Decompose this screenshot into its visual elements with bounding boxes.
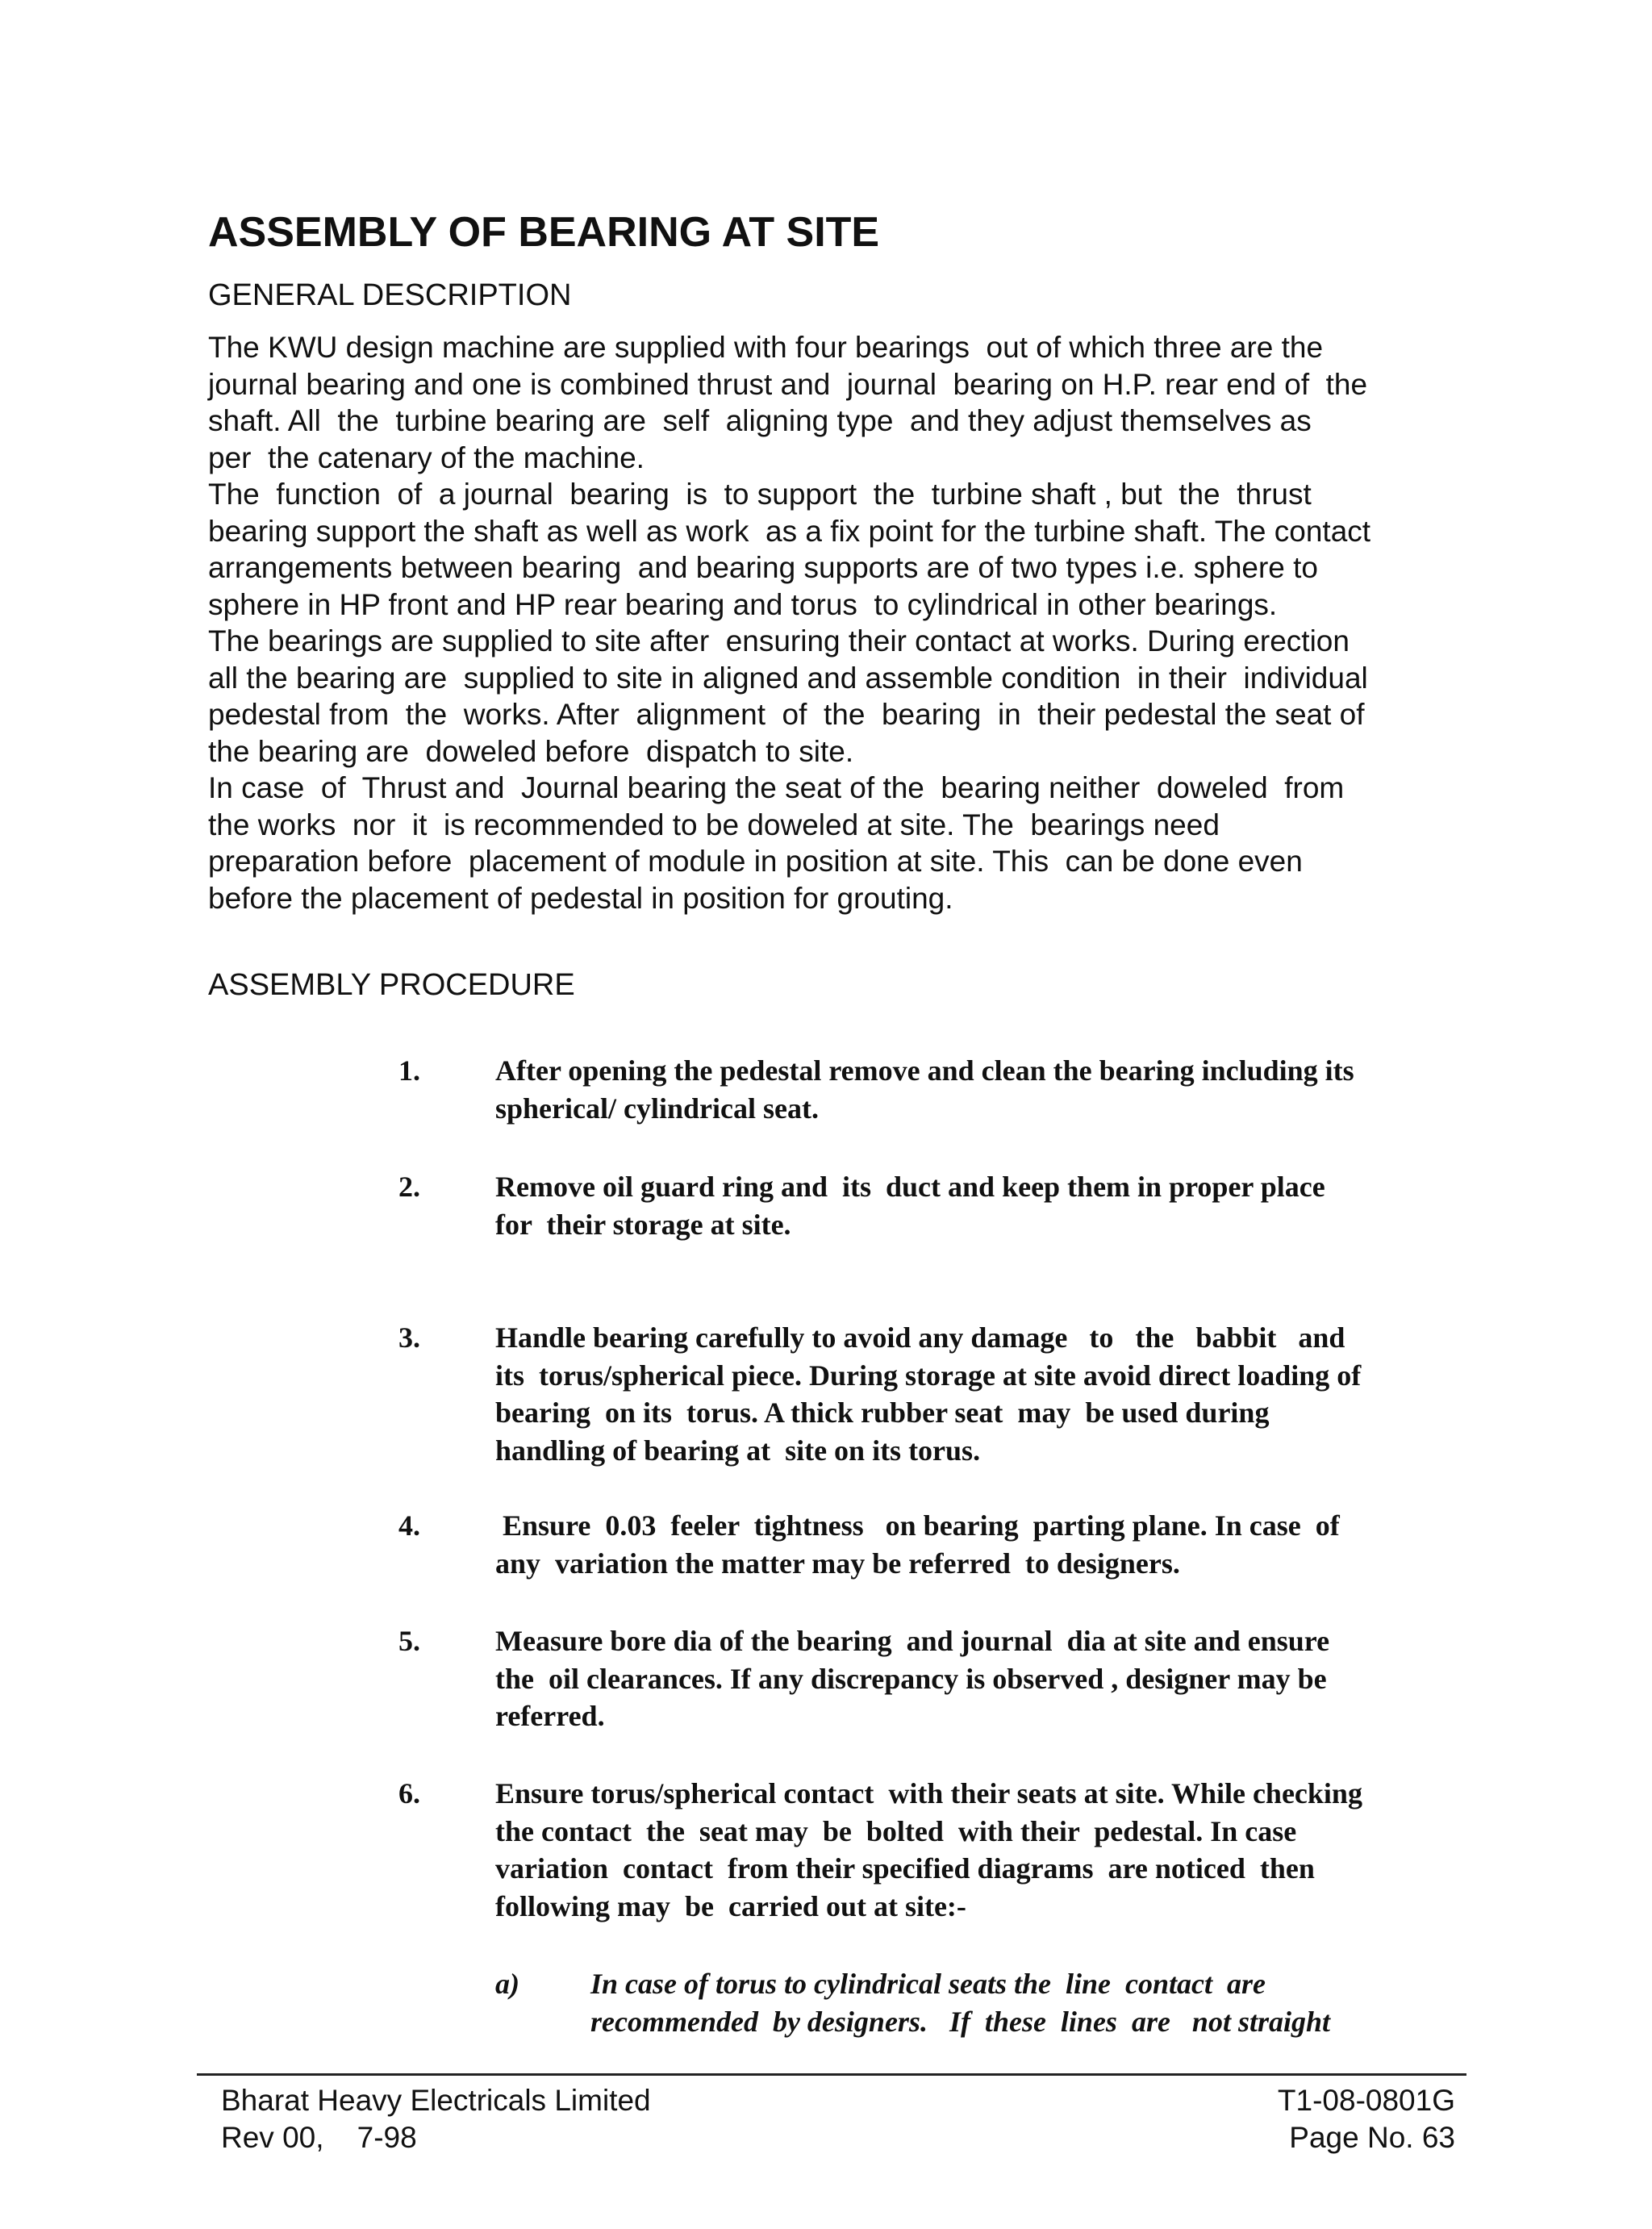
step-line: Handle bearing carefully to avoid any damage to the babbit and bbox=[495, 1321, 1345, 1354]
page-title: ASSEMBLY OF BEARING AT SITE bbox=[208, 209, 880, 256]
body-line: bearing support the shaft as well as work as a fix point for the turbine shaft. The contact bbox=[208, 514, 1371, 548]
sub-step-text bbox=[590, 1965, 1330, 2040]
footer-company: Bharat Heavy Electricals Limited bbox=[221, 2084, 651, 2117]
step-line: Measure bore dia of the bearing and journal dia at site and ensure bbox=[495, 1625, 1330, 1657]
body-line: journal bearing and one is combined thrust and journal bearing on H.P. rear end of the bbox=[208, 367, 1368, 401]
step-line: the contact the seat may be bolted with their pedestal. In case bbox=[495, 1814, 1297, 1847]
step-text bbox=[495, 1052, 1479, 1127]
step-text bbox=[495, 1319, 1479, 1469]
footer-page-number: Page No. 63 bbox=[1289, 2121, 1455, 2154]
step-line: referred. bbox=[495, 1700, 605, 1732]
footer-revision: Rev 00, 7-98 bbox=[221, 2121, 417, 2154]
body-line: shaft. All the turbine bearing are self aligning type and they adjust themselves as bbox=[208, 404, 1312, 437]
body-line: sphere in HP front and HP rear bearing and torus to cylindrical in other bearings. bbox=[208, 587, 1278, 621]
body-line: In case of Thrust and Journal bearing the seat of the bearing neither doweled from bbox=[208, 771, 1345, 804]
step-line: Remove oil guard ring and its duct and keep them in proper place bbox=[495, 1171, 1325, 1203]
step-number: 5. bbox=[398, 1625, 420, 1657]
general-description-heading: GENERAL DESCRIPTION bbox=[208, 278, 572, 312]
body-line: the bearing are doweled before dispatch to site. bbox=[208, 734, 854, 768]
step-number: 3. bbox=[398, 1321, 420, 1354]
step-text bbox=[495, 1507, 1479, 1582]
step-text bbox=[495, 1168, 1479, 1243]
body-line: before the placement of pedestal in position for grouting. bbox=[208, 881, 953, 915]
step-number: 6. bbox=[398, 1777, 420, 1809]
step-line: any variation the matter may be referred to designers. bbox=[495, 1547, 1180, 1580]
body-line: The bearings are supplied to site after ensuring their contact at works. During erection bbox=[208, 624, 1350, 657]
step-line: bearing on its torus. A thick rubber seat may be used during bbox=[495, 1396, 1270, 1429]
body-line: pedestal from the works. After alignment of the bearing in their pedestal the seat of bbox=[208, 698, 1365, 731]
body-line: arrangements between bearing and bearing supports are of two types i.e. sphere to bbox=[208, 551, 1319, 584]
sub-step-line: In case of torus to cylindrical seats the line contact are bbox=[590, 1968, 1266, 2000]
step-line: Ensure 0.03 feeler tightness on bearing parting plane. In case of bbox=[495, 1509, 1340, 1542]
step-number: 1. bbox=[398, 1054, 420, 1087]
body-line: The function of a journal bearing is to support the turbine shaft , but the thrust bbox=[208, 478, 1312, 511]
step-line: After opening the pedestal remove and clean the bearing including its bbox=[495, 1054, 1354, 1087]
step-line: the oil clearances. If any discrepancy is observed , designer may be bbox=[495, 1662, 1327, 1695]
footer-doc-number: T1-08-0801G bbox=[1277, 2084, 1455, 2117]
step-line: Ensure torus/spherical contact with their seats at site. While checking bbox=[495, 1777, 1362, 1809]
step-text bbox=[495, 1622, 1479, 1735]
sub-step-line: recommended by designers. If these lines are not straight bbox=[590, 2005, 1330, 2038]
step-line: variation contact from their specified diagrams are noticed then bbox=[495, 1852, 1315, 1885]
step-number: 4. bbox=[398, 1509, 420, 1542]
step-line: for their storage at site. bbox=[495, 1208, 791, 1241]
step-line: following may be carried out at site:- bbox=[495, 1889, 966, 1922]
step-line: spherical/ cylindrical seat. bbox=[495, 1092, 819, 1125]
body-line: preparation before placement of module in position at site. This can be done even bbox=[208, 845, 1303, 878]
footer-divider bbox=[197, 2073, 1466, 2076]
step-number: 2. bbox=[398, 1171, 420, 1203]
body-line: The KWU design machine are supplied with four bearings out of which three are the bbox=[208, 331, 1324, 364]
sub-step-letter: a) bbox=[495, 1968, 519, 2000]
assembly-procedure-heading: ASSEMBLY PROCEDURE bbox=[208, 968, 575, 1002]
body-line: all the bearing are supplied to site in aligned and assemble condition in their individual bbox=[208, 661, 1368, 695]
step-text bbox=[495, 1775, 1479, 1925]
step-line: its torus/spherical piece. During storage at site avoid direct loading of bbox=[495, 1359, 1362, 1392]
general-description-body bbox=[208, 329, 1466, 916]
body-line: per the catenary of the machine. bbox=[208, 440, 645, 474]
step-line: handling of bearing at site on its torus. bbox=[495, 1434, 981, 1467]
body-line: the works nor it is recommended to be doweled at site. The bearings need bbox=[208, 808, 1220, 841]
